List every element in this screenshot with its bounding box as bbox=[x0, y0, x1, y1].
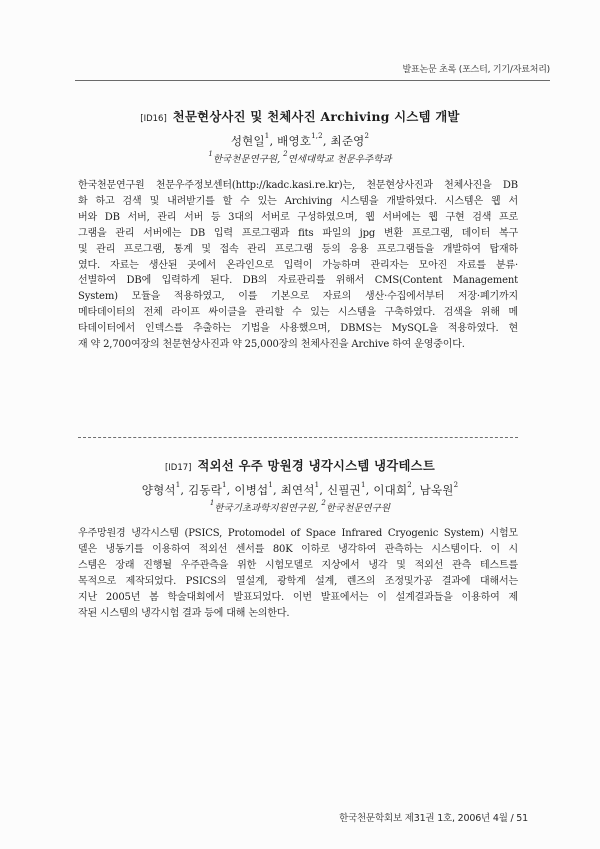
author-name: 이대희 bbox=[373, 483, 408, 497]
author-name: 성현일 bbox=[230, 134, 265, 148]
affiliation-name: 한국천문연구원 bbox=[325, 503, 391, 514]
paper1-title bbox=[0, 107, 600, 125]
author-sup: 1,2 bbox=[311, 132, 323, 140]
author-name: 최준영 bbox=[330, 134, 365, 148]
affiliation-name: 연세대학교 천문우주학과 bbox=[287, 154, 392, 165]
author-sup: 2 bbox=[407, 481, 412, 489]
affiliation-sup: 1 bbox=[209, 499, 215, 507]
page-footer: 한국천문학회보 제31권 1호, 2006년 4월 / 51 bbox=[339, 813, 528, 824]
affiliation-sup: 1 bbox=[208, 150, 213, 158]
paper1-abstract bbox=[78, 178, 518, 353]
author-name: 이병섭 bbox=[234, 483, 269, 497]
abstract-line: 스템은 장래 진행될 우주관측을 위한 시험모델로 지상에서 냉각 및 적외선 관측 테스트를 bbox=[78, 559, 518, 571]
author-name: 김동락 bbox=[188, 483, 223, 497]
author-sup: 1 bbox=[314, 481, 320, 489]
abstract-line: 화 하고 검색 및 내려받기를 할 수 있는 Archiving 시스템을 개발하였다. 시스템은 웹 서 bbox=[78, 195, 518, 207]
affiliation-name: 한국천문연구원 bbox=[212, 154, 278, 165]
paper2-abstract bbox=[78, 526, 518, 621]
author-name: 양형석 bbox=[141, 483, 176, 497]
abstract-line: 및 관리 프로그램, 통계 및 접속 관리 프로그램 등의 응용 프로그램들을 개발하여 탑재하 bbox=[78, 243, 518, 255]
abstract-line: 델은 냉동기를 이용하여 적외선 센서를 80K 이하로 냉각하여 관측하는 시스템이다. 이 시 bbox=[78, 543, 518, 555]
paper2-title-text: 적외선 우주 망원경 냉각시스템 냉각테스트 bbox=[197, 458, 436, 473]
affiliation-sup: 2 bbox=[321, 499, 326, 507]
author-sup: 1 bbox=[222, 481, 227, 489]
abstract-line: 버와 DB 서버, 관리 서버 등 3대의 서버로 구성하였으며, 웹 서버에는 웹 구현 검색 프로 bbox=[78, 211, 518, 223]
abstract-line: System) 모듈을 적용하였고, 이를 기본으로 자료의 생산·수집에서부터 저장·폐기까지 bbox=[78, 291, 518, 303]
author-sup: 2 bbox=[364, 132, 370, 140]
author-name: 배영호 bbox=[277, 134, 312, 148]
affiliation-name: 한국기초과학지원연구원 bbox=[214, 503, 316, 514]
author-name: 남욱원 bbox=[419, 483, 454, 497]
abstract-line: 목적으로 제작되었다. PSICS의 열설계, 광학계 설계, 렌즈의 조정및가공 결과에 대해서는 bbox=[78, 575, 518, 587]
paper2-authors: 양형석$^1$, 김동락$^1$, 이병섭$^1$, 최연석$^1$, 신필권$^1$, 이대희$^2$, 남욱원$^2$ bbox=[141, 481, 459, 497]
paper1-affiliations: $^1$한국천문연구원, $^2$연세대학교 천문우주학과 bbox=[208, 150, 392, 165]
abstract-line: 메타데이터의 전체 라이프 싸이클을 관리할 수 있는 시스템을 구축하였다. 검색을 위해 메 bbox=[78, 307, 518, 319]
abstract-line: 선별하여 DB에 입력하게 된다. DB의 자료관리를 위해서 CMS(Content Management bbox=[78, 275, 518, 287]
abstract-line: 였다. 자료는 생산된 곳에서 온라인으로 입력이 가능하며 관리자는 모아진 자료를 분류· bbox=[78, 259, 518, 271]
running-head: 발표논문 초록 (포스터, 기기/자료처리) bbox=[402, 65, 550, 75]
paper1-authors: 성현일$^1$, 배영호$^{1,2}$, 최준영$^2$ bbox=[230, 132, 370, 148]
paper2-code: [ID17] bbox=[164, 463, 192, 473]
paper2-title bbox=[0, 456, 600, 474]
author-sup: 1 bbox=[268, 481, 273, 489]
abstract-line: 한국천문연구원 천문우주정보센터(http://kadc.kasi.re.kr)는, 천문현상사진과 천체사진을 DB bbox=[78, 180, 518, 191]
affiliation-sup: 2 bbox=[283, 150, 288, 158]
author-name: 최연석 bbox=[280, 483, 315, 497]
abstract-line: 작된 시스템의 냉각시험 결과 등에 대해 논의한다. bbox=[78, 607, 290, 619]
author-sup: 1 bbox=[264, 132, 270, 140]
author-sup: 2 bbox=[453, 481, 459, 489]
header-rule bbox=[75, 80, 550, 81]
paper1-code: [ID16] bbox=[140, 114, 167, 124]
abstract-line: 타데이터에서 인덱스를 추출하는 기법을 사용했으며, DBMS는 MySQL을 적용하였다. 현 bbox=[78, 323, 518, 335]
section-divider bbox=[78, 437, 518, 438]
author-sup: 1 bbox=[175, 481, 181, 489]
paper1-title-text: 천문현상사진 및 천체사진 Archiving 시스템 개발 bbox=[172, 109, 460, 124]
abstract-line: 지난 2005년 봄 학술대회에서 발표되었다. 이번 발표에서는 이 설계결과들을 이용하여 제 bbox=[78, 591, 518, 603]
abstract-line: 재 약 2,700여장의 천문현상사진과 약 25,000장의 천체사진을 Archive 하여 운영중이다. bbox=[78, 339, 465, 351]
author-name: 신필권 bbox=[327, 483, 361, 497]
abstract-line: 그램을 관리 서버에는 DB 입력 프로그램과 fits 파일의 jpg 변환 프로그램, 데이터 복구 bbox=[78, 227, 518, 239]
paper2-affiliations: $^1$한국기초과학지원연구원, $^2$한국천문연구원 bbox=[209, 499, 391, 514]
abstract-line: 우주망원경 냉각시스템 (PSICS, Protomodel of Space Infrared Cryogenic System) 시험모 bbox=[78, 528, 518, 539]
author-sup: 1 bbox=[360, 481, 366, 489]
